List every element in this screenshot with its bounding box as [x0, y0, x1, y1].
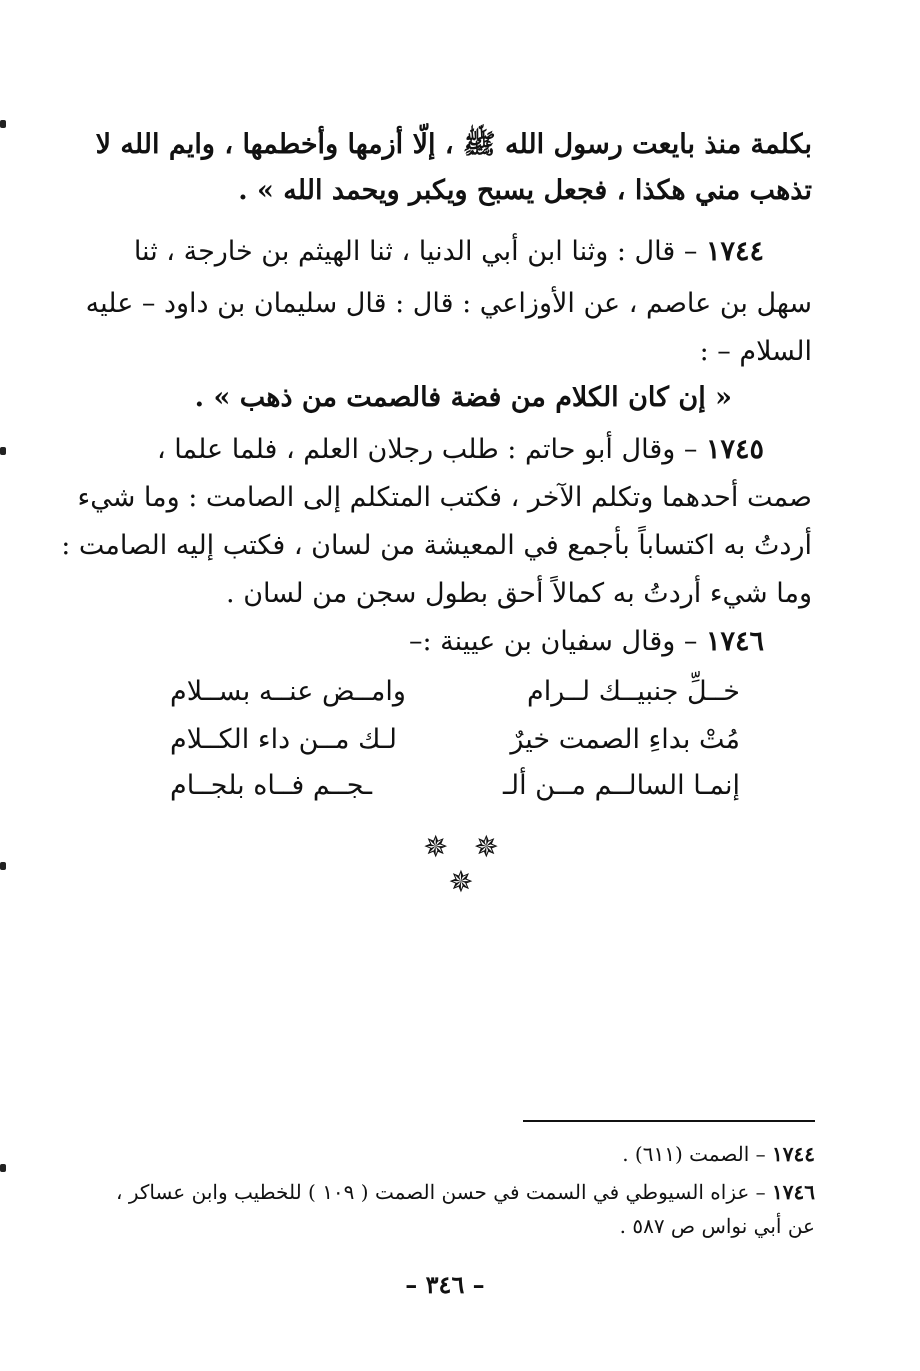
entry-text: – وقال أبو حاتم : طلب رجلان العلم ، فلما علما ،	[156, 434, 698, 465]
paragraph-continuation	[95, 125, 812, 215]
entry-text: – وقال سفيان بن عيينة :–	[409, 626, 698, 657]
footnote-1746	[70, 1176, 815, 1208]
paragraph-line: تذهب مني هكذا ، فجعل يسبح ويكبر ويحمد الله » .	[238, 175, 812, 206]
footnote-continuation: عن أبي نواس ص ٥٨٧ .	[619, 1214, 815, 1238]
footnote-rule	[523, 1120, 815, 1122]
entry-number: ١٧٤٤	[705, 236, 764, 267]
paragraph-line	[112, 430, 812, 470]
entry-text: – قال : وثنا ابن أبي الدنيا ، ثنا الهيثم بن خارجة ، ثنا	[133, 236, 698, 267]
paragraph-line: أردتُ به اكتساباً بأجمع في المعيشة من لسان ، فكتب إليه الصامت :	[61, 530, 812, 561]
paragraph-line	[112, 622, 812, 662]
footnote-text: – الصمت (٦١١) .	[622, 1142, 766, 1166]
footnote-number: ١٧٤٤	[772, 1142, 815, 1166]
footnote-1744	[70, 1138, 815, 1170]
verse-second-hemistich: وامــض عنــه بســلام	[170, 676, 406, 707]
paragraph-line: وما شيء أردتُ به كمالاً أحق بطول سجن من لسان .	[226, 578, 812, 609]
paragraph-1746	[112, 622, 812, 666]
poem-verse	[170, 766, 740, 806]
paragraph-line: سهل بن عاصم ، عن الأوزاعي : قال : قال سليمان بن داود – عليه	[85, 288, 812, 319]
footnote-number: ١٧٤٦	[772, 1180, 815, 1204]
paragraph-line: صمت أحدهما وتكلم الآخر ، فكتب المتكلم إلى الصامت : وما شيء	[77, 482, 812, 513]
footnote-text: – عزاه السيوطي في السمت في حسن الصمت ( ١٠٩ ) للخطيب وابن عساكر ،	[116, 1180, 766, 1204]
paragraph-line: السلام – :	[699, 336, 812, 367]
verse-second-hemistich: ـجــم فــاه بلجــام	[170, 770, 373, 801]
page-number: – ٣٤٦ –	[405, 1270, 485, 1299]
verse-second-hemistich: لـك مــن داء الكــلام	[170, 724, 397, 755]
scan-margin-mark	[0, 120, 6, 128]
verse-first-hemistich: خــلِّ جنبيــك لــرام	[527, 676, 740, 707]
section-separator: ✵ ✵ ✵	[423, 830, 507, 900]
scan-margin-mark	[0, 447, 6, 455]
paragraph-line: بكلمة منذ بايعت رسول الله ﷺ ، إلّا أزمها وأخطمها ، وايم الله لا	[95, 129, 812, 160]
poem-verse	[170, 720, 740, 760]
scan-margin-mark	[0, 1164, 6, 1172]
poem-verse	[170, 672, 740, 712]
entry-number: ١٧٤٦	[705, 626, 764, 657]
entry-number: ١٧٤٥	[705, 434, 764, 465]
paragraph-1744	[85, 232, 812, 432]
scan-margin-mark	[0, 862, 6, 870]
paragraph-line	[112, 232, 812, 272]
verse-first-hemistich: إنمـا السالــم مــن ألـ	[502, 770, 740, 801]
quote-line: « إن كان الكلام من فضة فالصمت من ذهب » .	[194, 382, 732, 413]
paragraph-1745	[61, 430, 812, 630]
verse-first-hemistich: مُتْ بداءِ الصمت خيرٌ	[510, 724, 740, 755]
